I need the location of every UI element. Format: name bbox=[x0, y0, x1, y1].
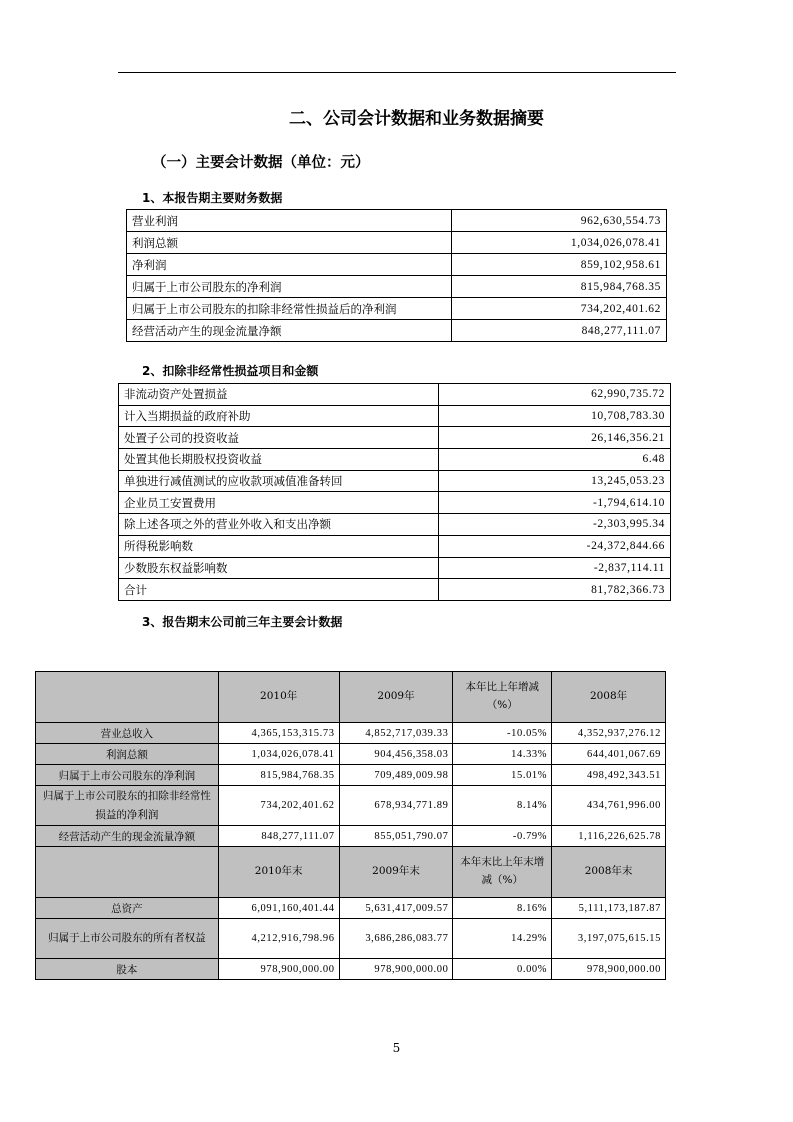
table-row bbox=[36, 765, 666, 786]
section-heading: 二、公司会计数据和业务数据摘要 bbox=[289, 109, 544, 129]
cell-value: 8.14% bbox=[453, 786, 552, 826]
row-label: 利润总额 bbox=[36, 744, 219, 765]
table-row bbox=[36, 744, 666, 765]
cell-value: 1,116,226,625.78 bbox=[552, 826, 666, 847]
table-row bbox=[119, 449, 671, 471]
cell-value: 678,934,771.89 bbox=[339, 786, 453, 826]
row-label: 股本 bbox=[36, 959, 219, 980]
cell-value: 434,761,996.00 bbox=[552, 786, 666, 826]
table-header-row bbox=[36, 847, 666, 898]
table-row bbox=[127, 232, 667, 254]
row-label: 少数股东权益影响数 bbox=[119, 557, 439, 579]
cell-value: 978,900,000.00 bbox=[218, 959, 339, 980]
table-row bbox=[119, 557, 671, 579]
cell-value: 904,456,358.03 bbox=[339, 744, 453, 765]
column-header bbox=[36, 672, 219, 723]
table-row bbox=[127, 254, 667, 276]
header-rule bbox=[118, 72, 676, 73]
column-header: 本年末比上年末增减（%） bbox=[453, 847, 552, 898]
row-value: 6.48 bbox=[439, 449, 671, 471]
row-value: -2,837,114.11 bbox=[439, 557, 671, 579]
row-label: 企业员工安置费用 bbox=[119, 492, 439, 514]
row-value: 859,102,958.61 bbox=[452, 254, 667, 276]
row-label: 处置其他长期股权投资收益 bbox=[119, 449, 439, 471]
cell-value: 3,686,286,083.77 bbox=[339, 919, 453, 959]
table-row bbox=[127, 276, 667, 298]
cell-value: 3,197,075,615.15 bbox=[552, 919, 666, 959]
row-label: 利润总额 bbox=[127, 232, 452, 254]
row-label: 单独进行减值测试的应收款项减值准备转回 bbox=[119, 470, 439, 492]
column-header: 2009年末 bbox=[339, 847, 453, 898]
row-label: 归属于上市公司股东的扣除非经常性损益的净利润 bbox=[36, 786, 219, 826]
row-label: 营业总收入 bbox=[36, 723, 219, 744]
cell-value: 709,489,009.98 bbox=[339, 765, 453, 786]
row-value: -2,303,995.34 bbox=[439, 514, 671, 536]
row-label: 归属于上市公司股东的净利润 bbox=[36, 765, 219, 786]
row-value: 815,984,768.35 bbox=[452, 276, 667, 298]
column-header: 2010年末 bbox=[218, 847, 339, 898]
cell-value: 4,352,937,276.12 bbox=[552, 723, 666, 744]
row-label: 处置子公司的投资收益 bbox=[119, 427, 439, 449]
table-row bbox=[127, 298, 667, 320]
cell-value: -0.79% bbox=[453, 826, 552, 847]
row-label: 计入当期损益的政府补助 bbox=[119, 405, 439, 427]
table-row bbox=[127, 320, 667, 342]
column-header: 2008年末 bbox=[552, 847, 666, 898]
cell-value: 15.01% bbox=[453, 765, 552, 786]
row-value: 848,277,111.07 bbox=[452, 320, 667, 342]
cell-value: 4,212,916,798.96 bbox=[218, 919, 339, 959]
cell-value: 498,492,343.51 bbox=[552, 765, 666, 786]
cell-value: 8.16% bbox=[453, 898, 552, 919]
row-label: 归属于上市公司股东的净利润 bbox=[127, 276, 452, 298]
table2-title: 2、扣除非经常性损益项目和金额 bbox=[142, 364, 319, 378]
non-recurring-items-table bbox=[118, 383, 671, 601]
table-row bbox=[119, 579, 671, 601]
row-label: 非流动资产处置损益 bbox=[119, 384, 439, 406]
table3-title: 3、报告期末公司前三年主要会计数据 bbox=[142, 615, 343, 629]
table1-title: 1、本报告期主要财务数据 bbox=[142, 191, 283, 205]
cell-value: 734,202,401.62 bbox=[218, 786, 339, 826]
table-row bbox=[119, 492, 671, 514]
cell-value: 0.00% bbox=[453, 959, 552, 980]
page-number: 5 bbox=[392, 1041, 401, 1055]
column-header: 2008年 bbox=[552, 672, 666, 723]
cell-value: 815,984,768.35 bbox=[218, 765, 339, 786]
column-header bbox=[36, 847, 219, 898]
column-header: 2009年 bbox=[339, 672, 453, 723]
table-row bbox=[36, 919, 666, 959]
table-row bbox=[36, 898, 666, 919]
row-label: 经营活动产生的现金流量净额 bbox=[127, 320, 452, 342]
row-label: 除上述各项之外的营业外收入和支出净额 bbox=[119, 514, 439, 536]
row-label: 归属于上市公司股东的所有者权益 bbox=[36, 919, 219, 959]
table-row bbox=[36, 959, 666, 980]
cell-value: 978,900,000.00 bbox=[339, 959, 453, 980]
table-row bbox=[119, 470, 671, 492]
cell-value: 14.29% bbox=[453, 919, 552, 959]
table-row bbox=[119, 384, 671, 406]
table-row bbox=[119, 405, 671, 427]
column-header: 2010年 bbox=[218, 672, 339, 723]
cell-value: 5,111,173,187.87 bbox=[552, 898, 666, 919]
table-row bbox=[36, 786, 666, 826]
row-label: 总资产 bbox=[36, 898, 219, 919]
table-row bbox=[36, 826, 666, 847]
cell-value: 848,277,111.07 bbox=[218, 826, 339, 847]
table-row bbox=[127, 210, 667, 232]
subsection-heading: （一）主要会计数据（单位：元） bbox=[152, 155, 370, 171]
row-value: 62,990,735.72 bbox=[439, 384, 671, 406]
table-row bbox=[36, 723, 666, 744]
table-row bbox=[119, 535, 671, 557]
row-value: 81,782,366.73 bbox=[439, 579, 671, 601]
column-header: 本年比上年增减（%） bbox=[453, 672, 552, 723]
cell-value: 4,852,717,039.33 bbox=[339, 723, 453, 744]
row-value: 13,245,053.23 bbox=[439, 470, 671, 492]
cell-value: 5,631,417,009.57 bbox=[339, 898, 453, 919]
cell-value: 6,091,160,401.44 bbox=[218, 898, 339, 919]
cell-value: 978,900,000.00 bbox=[552, 959, 666, 980]
row-value: 1,034,026,078.41 bbox=[452, 232, 667, 254]
table-row bbox=[119, 514, 671, 536]
row-value: 962,630,554.73 bbox=[452, 210, 667, 232]
three-year-data-table bbox=[35, 671, 666, 980]
cell-value: 4,365,153,315.73 bbox=[218, 723, 339, 744]
cell-value: 14.33% bbox=[453, 744, 552, 765]
table-header-row bbox=[36, 672, 666, 723]
row-label: 合计 bbox=[119, 579, 439, 601]
row-value: -1,794,614.10 bbox=[439, 492, 671, 514]
row-label: 经营活动产生的现金流量净额 bbox=[36, 826, 219, 847]
cell-value: -10.05% bbox=[453, 723, 552, 744]
row-value: 734,202,401.62 bbox=[452, 298, 667, 320]
row-label: 净利润 bbox=[127, 254, 452, 276]
cell-value: 1,034,026,078.41 bbox=[218, 744, 339, 765]
row-label: 所得税影响数 bbox=[119, 535, 439, 557]
cell-value: 644,401,067.69 bbox=[552, 744, 666, 765]
main-financial-data-table bbox=[126, 209, 667, 342]
row-label: 营业利润 bbox=[127, 210, 452, 232]
cell-value: 855,051,790.07 bbox=[339, 826, 453, 847]
row-value: 26,146,356.21 bbox=[439, 427, 671, 449]
table-row bbox=[119, 427, 671, 449]
row-label: 归属于上市公司股东的扣除非经常性损益后的净利润 bbox=[127, 298, 452, 320]
row-value: 10,708,783.30 bbox=[439, 405, 671, 427]
row-value: -24,372,844.66 bbox=[439, 535, 671, 557]
